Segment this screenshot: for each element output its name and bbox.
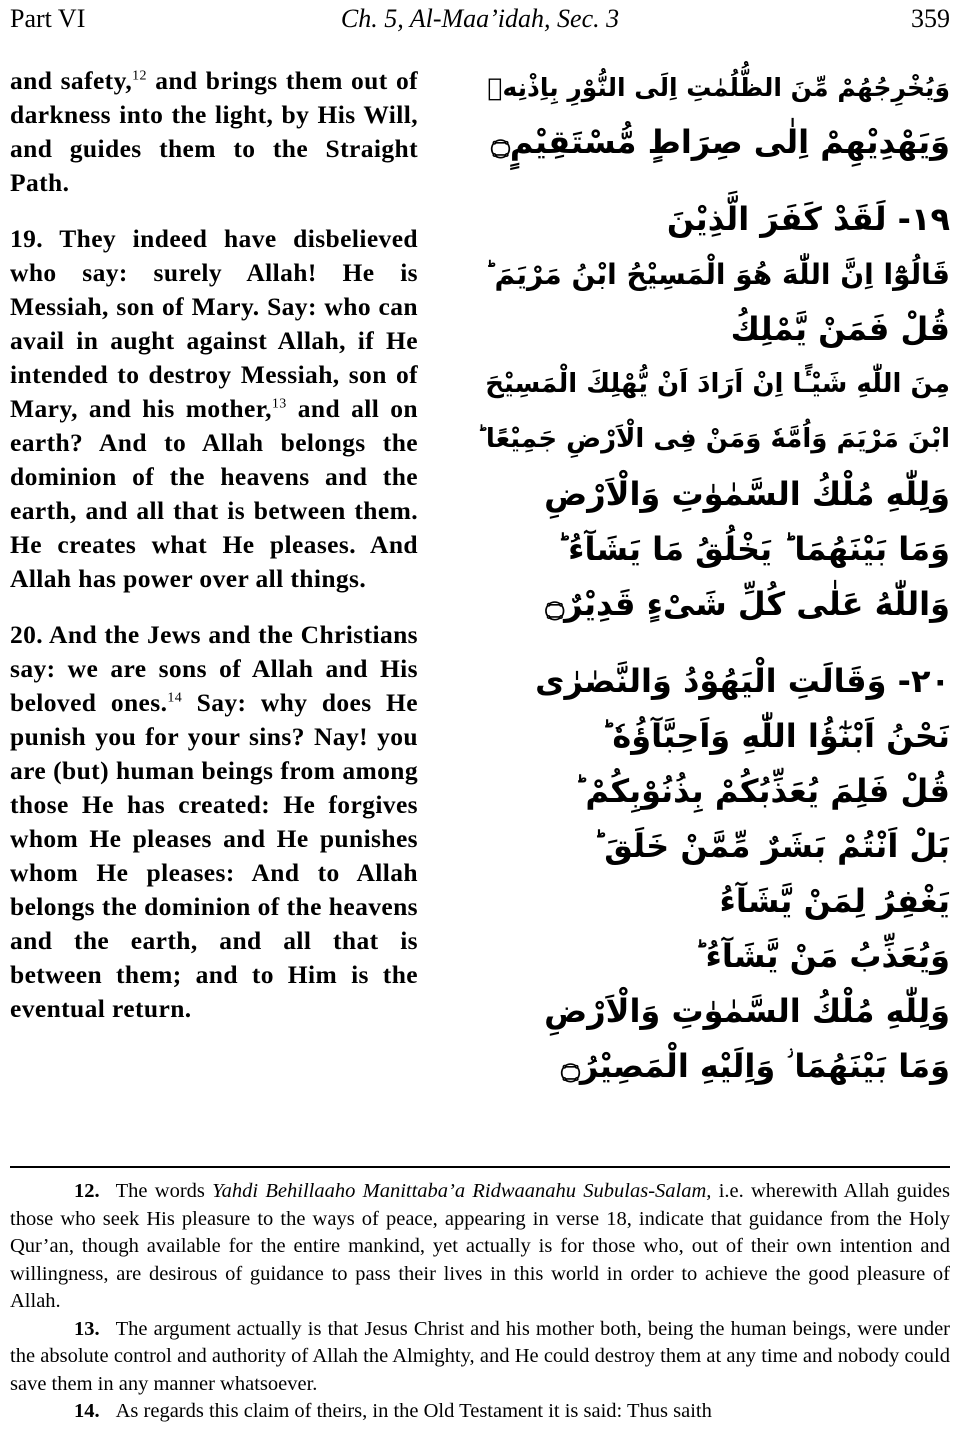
chapter-title: Ch. 5, Al-Maa’idah, Sec. 3: [340, 4, 620, 33]
arabic-line: قَالُوْٓا اِنَّ اللّٰهَ هُوَ الْمَسِيْحُ ابْنُ مَرْيَمَ ؕ: [484, 258, 950, 291]
arabic-line: نَحْنُ اَبْنٰٓؤُا اللّٰهِ وَاَحِبَّآؤُهٗ ؕ: [601, 717, 950, 755]
footnote-number: 12.: [74, 1180, 100, 1202]
arabic-line: وَيُعَذِّبُ مَنْ يَّشَآءُ ؕ: [694, 937, 950, 975]
footnote-ref: 12: [132, 68, 147, 84]
footnote-13: [10, 1316, 950, 1399]
arabic-line: ٢٠- وَقَالَتِ الْيَهُوْدُ وَالنَّصٰرٰى: [535, 662, 950, 700]
text-segment: and safety,: [10, 66, 133, 95]
arabic-line: يَغْفِرُ لِمَنْ يَّشَآءُ: [719, 882, 950, 920]
footnote-14: [10, 1398, 950, 1426]
arabic-line: قُلْ فَلِمَ يُعَذِّبُكُمْ بِذُنُوْبِكُمْ ؕ: [574, 772, 950, 810]
arabic-line: ١٩- لَقَدْ كَفَرَ الَّذِيْنَ: [666, 200, 950, 238]
arabic-line: وَمَا بَيْنَهُمَا ؕ يَخْلُقُ مَا يَشَآءُ ؕ: [556, 530, 950, 568]
arabic-line: وَيُخْرِجُهُمْ مِّنَ الظُّلُمٰتِ اِلَى النُّوْرِ بِاِذْنِهٖ: [487, 73, 950, 102]
arabic-line: ابْنَ مَرْيَمَ وَاُمَّهٗ وَمَنْ فِى الْاَرْضِ جَمِيْعًا ؕ: [476, 424, 950, 454]
arabic-line: قُلْ فَمَنْ يَّمْلِكُ: [730, 310, 950, 348]
footnote-transliteration: Yahdi Behillaaho Manittaba’a Ridwaanahu Subulas-Salam,: [212, 1180, 712, 1202]
arabic-line: وَلِلّٰهِ مُلْكُ السَّمٰوٰتِ وَالْاَرْضِ: [544, 475, 950, 513]
text-segment: and all on earth? And to Allah belongs the dominion of the heavens and the earth, and all that is between them. He creates what He pleases. And Allah has power over all things.: [10, 394, 418, 593]
footnotes: [10, 1178, 950, 1426]
translation-verse-20: [10, 618, 418, 1026]
translation-column: [10, 64, 418, 1048]
arabic-column: [472, 60, 950, 1116]
text-segment: 19. They indeed have disbelieved who say: surely Allah! He is Messiah, son of Mary. Say: who can avail in aught against Allah, if He intended to destroy Messiah, son of Mary, and his mother,: [10, 224, 418, 423]
footnote-text: The words: [115, 1180, 213, 1202]
arabic-line: بَلْ اَنْتُمْ بَشَرٌ مِّمَّنْ خَلَقَ ؕ: [593, 827, 950, 865]
arabic-line: وَيَهْدِيْهِمْ اِلٰى صِرَاطٍ مُّسْتَقِيْمٍ۝: [491, 123, 950, 161]
arabic-line: وَمَا بَيْنَهُمَا ؗ وَاِلَيْهِ الْمَصِيْرُ۝: [561, 1047, 950, 1085]
arabic-line: وَلِلّٰهِ مُلْكُ السَّمٰوٰتِ وَالْاَرْضِ: [544, 992, 950, 1030]
footnote-12: [10, 1178, 950, 1316]
arabic-block-continuation: [472, 60, 950, 170]
footnote-number: 14.: [74, 1400, 100, 1422]
page-header: [10, 4, 950, 38]
part-label: Part VI: [10, 4, 86, 33]
translation-verse-19: [10, 222, 418, 596]
arabic-line: وَاللّٰهُ عَلٰى كُلِّ شَىْءٍ قَدِيْرٌ۝: [545, 585, 950, 623]
arabic-block-verse-19: [472, 192, 950, 632]
translation-continuation: [10, 64, 418, 200]
footnote-number: 13.: [74, 1317, 100, 1340]
footnote-text: As regards this claim of theirs, in the Old Testament it is said: Thus saith: [115, 1400, 712, 1422]
footnote-ref: 14: [167, 690, 183, 706]
footnote-text: i.e. wherewith Allah guides those who seek His pleasure to the ways of peace, appearing in verse 18, indicate that guidance from the Holy Qur’an, though available for the entire mankind, yet actually is for those who, out of their own intention and willingness, are desirous of guidance to pass their lives in this world in order to achieve the good pleasure of Allah.: [10, 1180, 951, 1312]
arabic-block-verse-20: [472, 654, 950, 1094]
text-segment: 20. And the Jews and the Christians say: we are sons of Allah and His beloved ones.: [10, 620, 418, 717]
page-number: 359: [911, 4, 950, 33]
footnote-ref: 13: [271, 396, 287, 412]
text-segment: and brings them out of darkness into the light, by His Will, and guides them to the Straight Path.: [10, 66, 418, 197]
arabic-line: مِنَ اللّٰهِ شَيْـًٔا اِنْ اَرَادَ اَنْ يُّهْلِكَ الْمَسِيْحَ: [485, 369, 950, 399]
footnote-text: The argument actually is that Jesus Christ and his mother both, being the human beings, were under the absolute control and authority of Allah the Almighty, and He could destroy them at any time and nobody could save them in any manner whatsoever.: [10, 1317, 950, 1395]
text-segment: Say: why does He punish you for your sins? Nay! you are (but) human beings from among those He has created: He forgives whom He pleases and He punishes whom He pleases: And to Allah belongs the dominion of the heavens and the earth, and all that is between them; and to Him is the eventual return.: [10, 688, 418, 1023]
footnote-divider: [10, 1166, 950, 1168]
